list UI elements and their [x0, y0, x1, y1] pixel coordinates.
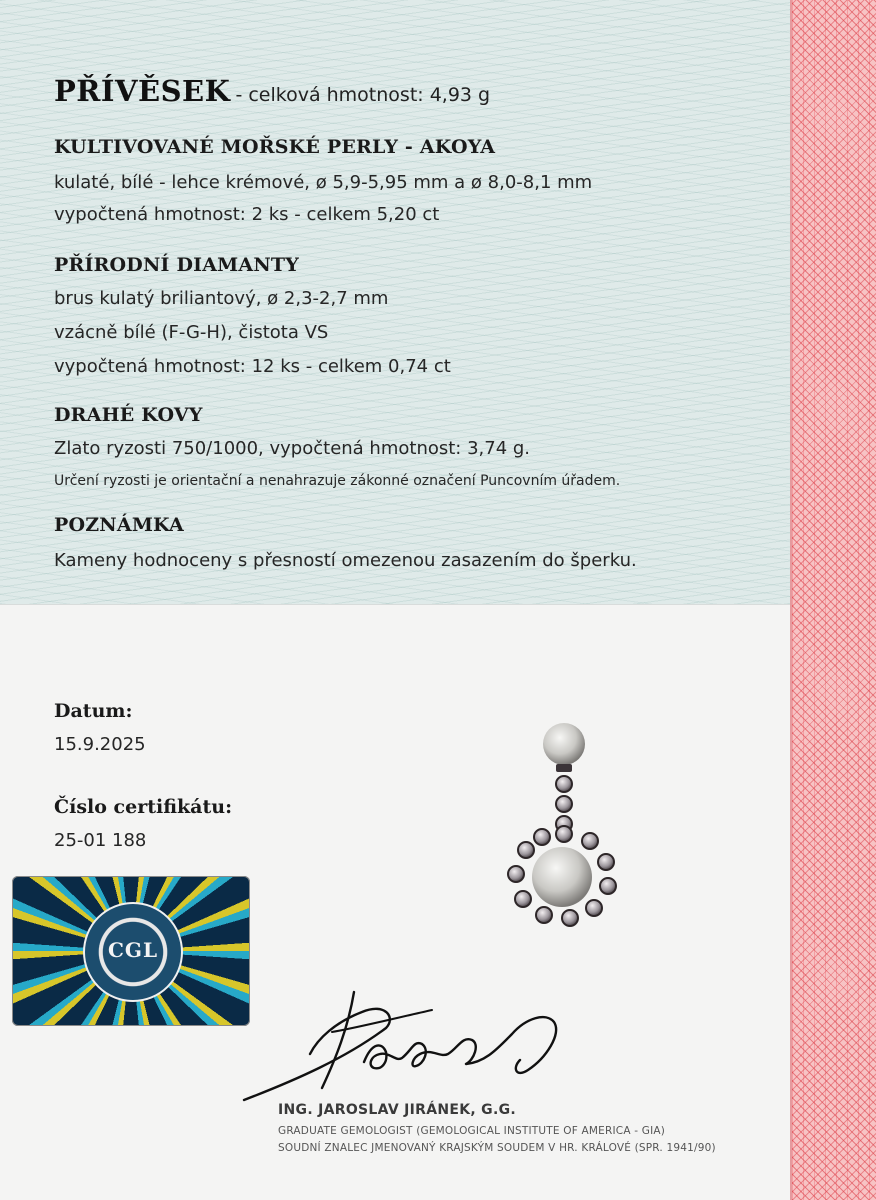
pearls-description: kulaté, bílé - lehce krémové, ø 5,9-5,95 mm a ø 8,0-8,1 mm: [54, 172, 593, 193]
diamonds-heading: PŘÍRODNÍ DIAMANTY: [54, 254, 300, 276]
metals-note: Určení ryzosti je orientační a nenahrazuje zákonné označení Puncovním úřadem.: [54, 473, 621, 489]
metals-fineness: Zlato ryzosti 750/1000, vypočtená hmotnost: 3,74 g.: [54, 438, 531, 459]
date-label: Datum:: [54, 700, 133, 722]
diamonds-weight: vypočtená hmotnost: 12 ks - celkem 0,74 ct: [54, 356, 451, 377]
diamonds-cut: brus kulatý briliantový, ø 2,3-2,7 mm: [54, 288, 389, 309]
guilloche-security-strip: [790, 0, 876, 1200]
signer-title-expert: SOUDNÍ ZNALEC JMENOVANÝ KRAJSKÝM SOUDEM V HR. KRÁLOVÉ (SPR. 1941/90): [278, 1142, 716, 1154]
metals-heading: DRAHÉ KOVY: [54, 404, 203, 426]
pendant-image: [498, 722, 628, 934]
item-title-line: [54, 74, 490, 108]
signer-title-gia: GRADUATE GEMOLOGIST (GEMOLOGICAL INSTITUTE OF AMERICA - GIA): [278, 1125, 666, 1137]
remark-heading: POZNÁMKA: [54, 514, 184, 536]
handwritten-signature: [236, 988, 576, 1106]
certificate-number-label: Číslo certifikátu:: [54, 796, 233, 818]
date-value: 15.9.2025: [54, 734, 146, 755]
hologram-seal: [12, 876, 250, 1026]
certificate-number-value: 25-01 188: [54, 830, 147, 851]
item-title: PŘÍVĚSEK: [54, 74, 231, 108]
hologram-ring: [83, 902, 183, 1002]
signer-name: ING. JAROSLAV JIRÁNEK, G.G.: [278, 1102, 517, 1118]
remark-text: Kameny hodnoceny s přesností omezenou zasazením do šperku.: [54, 550, 637, 571]
item-total-weight: - celková hmotnost: 4,93 g: [235, 84, 491, 106]
diamonds-color-clarity: vzácně bílé (F-G-H), čistota VS: [54, 322, 329, 343]
pearls-heading: KULTIVOVANÉ MOŘSKÉ PERLY - AKOYA: [54, 136, 496, 158]
pearls-weight: vypočtená hmotnost: 2 ks - celkem 5,20 ct: [54, 204, 440, 225]
cgl-logo: CGL: [107, 938, 159, 962]
